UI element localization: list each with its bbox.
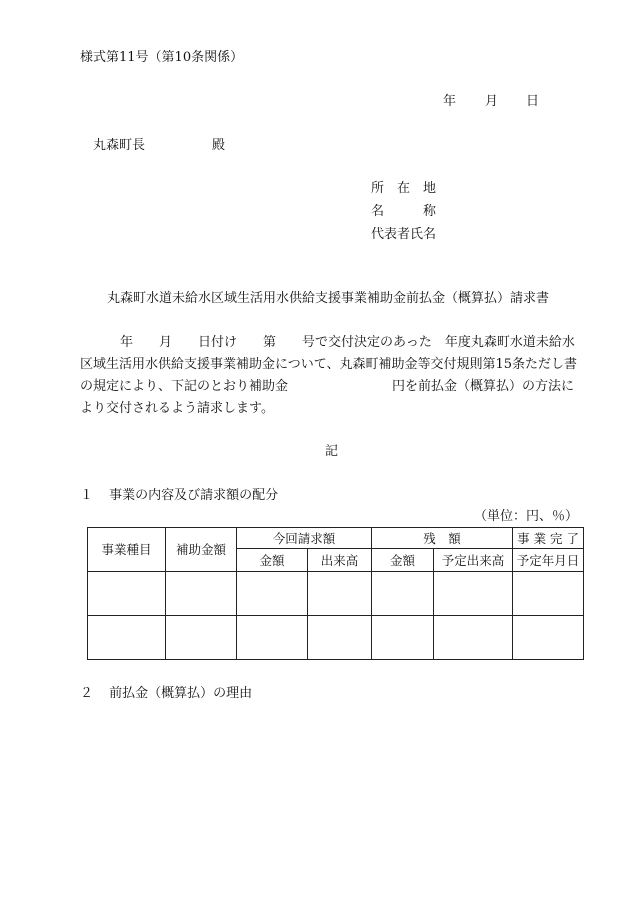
- header-current-request: 今回請求額: [237, 528, 372, 549]
- ki-heading: 記: [325, 444, 339, 459]
- unit-note: （単位：円、％）: [474, 509, 579, 524]
- table-cell: [372, 572, 434, 616]
- header-subsidy-amount: 補助金額: [166, 528, 237, 572]
- table-cell: [237, 572, 308, 616]
- section-2-number: ２: [80, 686, 94, 701]
- header-completion-line-2: 予定年月日: [513, 549, 584, 572]
- table-cell: [308, 572, 372, 616]
- table-cell: [372, 616, 434, 660]
- table-cell: [513, 616, 584, 660]
- table-cell: [434, 572, 513, 616]
- request-body: [80, 332, 586, 420]
- table-row: [88, 616, 584, 660]
- document-title: 丸森町水道未給水区域生活用水供給支援事業補助金前払金（概算払）請求書: [107, 291, 550, 306]
- section-1-number: １: [80, 488, 94, 503]
- body-line-1: 年 月 日付け 第 号で交付決定のあった 年度丸森町水道未給水: [120, 335, 575, 350]
- applicant-representative-label: 代表者氏名: [371, 227, 437, 242]
- table-cell: [513, 572, 584, 616]
- table-cell: [434, 616, 513, 660]
- section-1-heading: [80, 488, 278, 504]
- allocation-table: [87, 527, 584, 660]
- date-month: 月: [485, 94, 499, 109]
- applicant-address-label: 所 在 地: [371, 181, 437, 196]
- section-2-title: 前払金（概算払）の理由: [109, 686, 253, 701]
- body-line-4: より交付されるよう請求します。: [80, 401, 274, 416]
- header-completion-line-1: 事 業 完 了: [513, 528, 584, 549]
- header-remaining-amount: 残 額: [372, 528, 513, 549]
- table-cell: [237, 616, 308, 660]
- section-2-heading: [80, 686, 252, 702]
- form-label: 様式第11号（第10条関係）: [80, 50, 244, 65]
- body-line-2: 区域生活用水供給支援事業補助金について、丸森町補助金等交付規則第15条ただし書: [80, 357, 578, 372]
- date-day: 日: [526, 94, 540, 109]
- header-business-type: 事業種目: [88, 528, 166, 572]
- section-1-title: 事業の内容及び請求額の配分: [109, 488, 279, 503]
- subheader-planned-progress: 予定出来高: [434, 549, 513, 572]
- table-cell: [88, 616, 166, 660]
- addressee-title: 丸森町長: [93, 138, 146, 153]
- subheader-current-progress: 出来高: [308, 549, 372, 572]
- subheader-current-amount: 金額: [237, 549, 308, 572]
- addressee-honorific: 殿: [212, 138, 226, 153]
- table-cell: [88, 572, 166, 616]
- date-year: 年: [443, 94, 457, 109]
- subheader-remaining-amount: 金額: [372, 549, 434, 572]
- table-cell: [166, 572, 237, 616]
- body-line-3: の規定により、下記のとおり補助金 円を前払金（概算払）の方法に: [80, 379, 575, 394]
- table-cell: [308, 616, 372, 660]
- table-row: [88, 572, 584, 616]
- applicant-name-label: 名 称: [371, 204, 437, 219]
- table-cell: [166, 616, 237, 660]
